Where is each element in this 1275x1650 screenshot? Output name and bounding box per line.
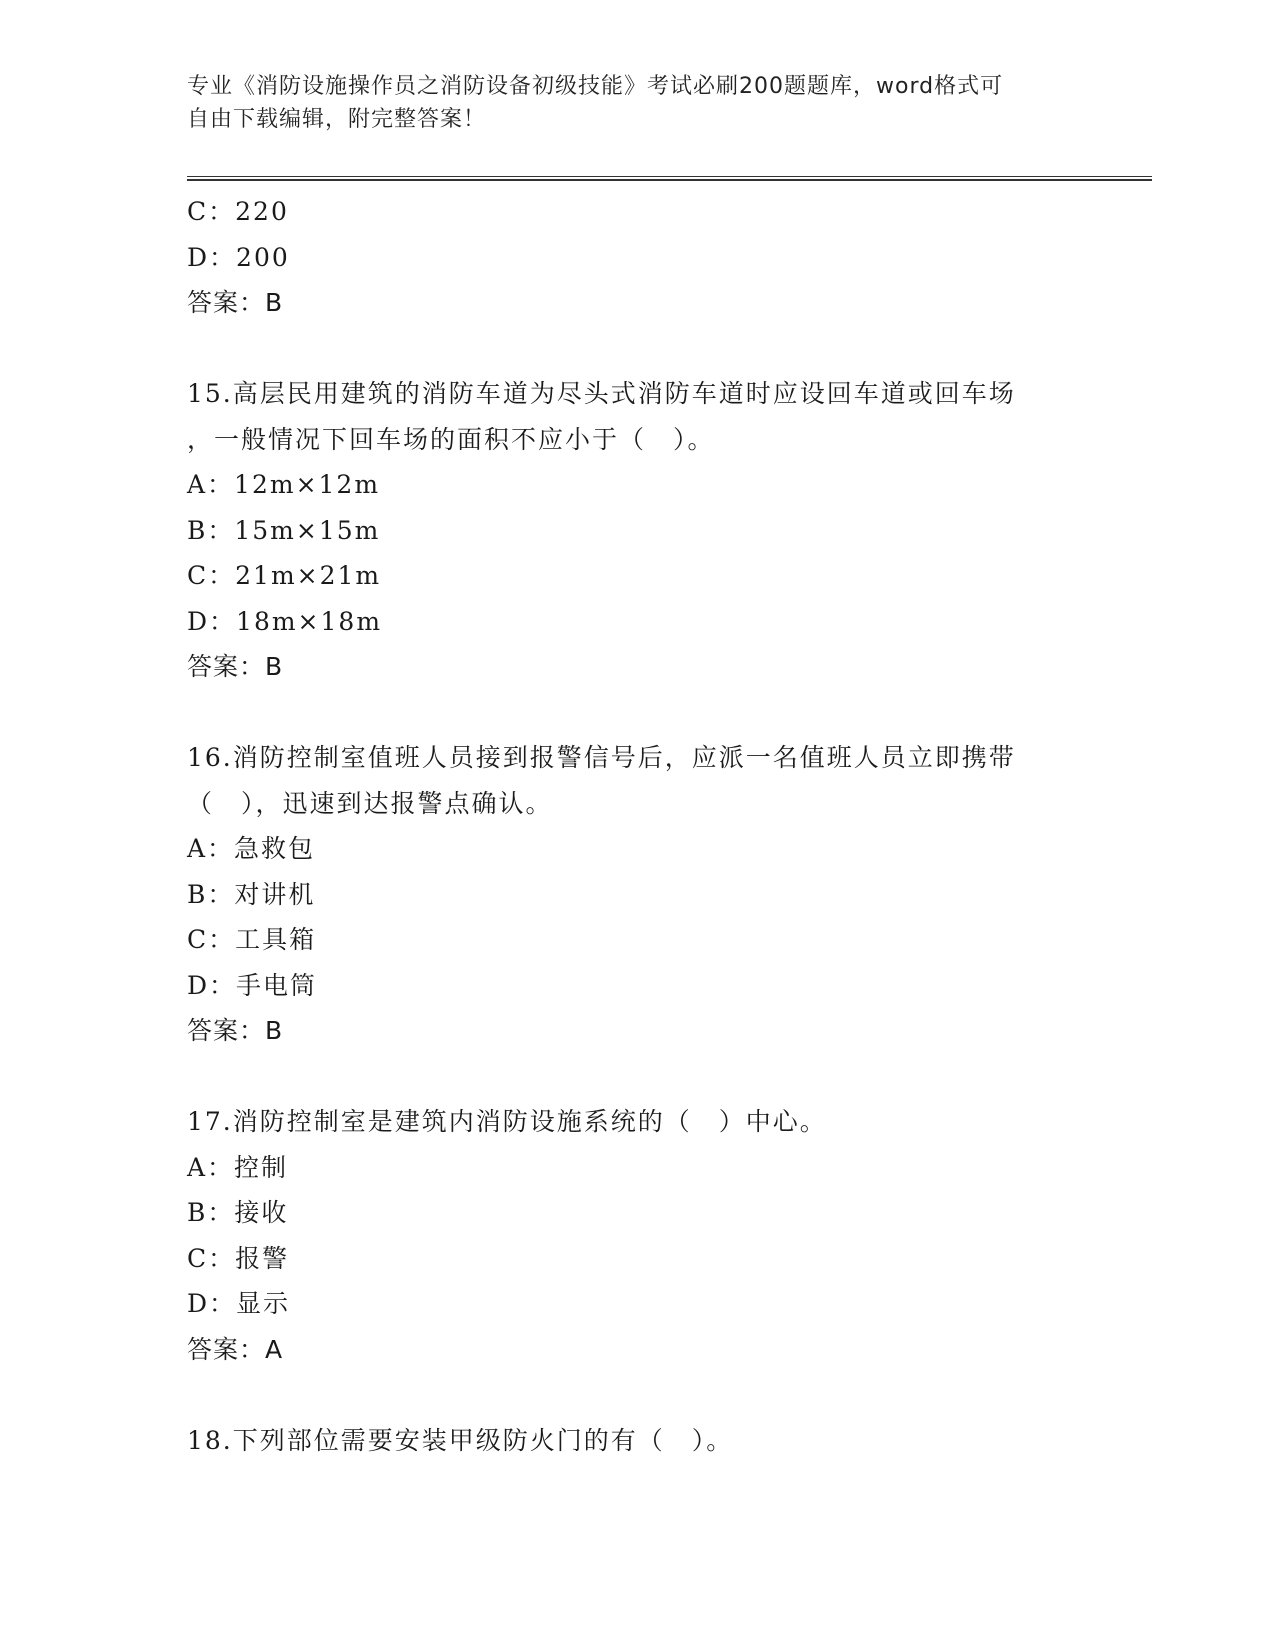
option-a: A：控制 <box>187 1152 289 1182</box>
question-stem-cont: ，一般情况下回车场的面积不应小于（ ）。 <box>187 424 715 454</box>
option-c: C：21m×21m <box>187 561 382 590</box>
header-line-2: 自由下载编辑，附完整答案！ <box>187 107 487 132</box>
document-header <box>187 70 1067 136</box>
option-d: D：手电筒 <box>187 970 318 1000</box>
question-stem-cont: （ ），迅速到达报警点确认。 <box>187 788 553 818</box>
answer-line: 答案：B <box>187 1016 284 1045</box>
answer-line: 答案：B <box>187 288 284 317</box>
question-stem: 16.消防控制室值班人员接到报警信号后，应派一名值班人员立即携带 <box>187 743 1016 772</box>
question-18 <box>187 1418 1087 1464</box>
question-16 <box>187 735 1087 1054</box>
answer-line: 答案：A <box>187 1334 284 1364</box>
option-c: C：报警 <box>187 1243 290 1273</box>
option-b: B：对讲机 <box>187 879 316 909</box>
question-stem: 15.高层民用建筑的消防车道为尽头式消防车道时应设回车道或回车场 <box>187 379 1016 408</box>
question-stem: 18.下列部位需要安装甲级防火门的有（ ）。 <box>187 1425 734 1455</box>
question-17 <box>187 1099 1087 1372</box>
option-d: D：200 <box>187 242 290 272</box>
option-c: C：220 <box>187 197 289 226</box>
header-line-1: 专业《消防设施操作员之消防设备初级技能》考试必刷200题题库，word格式可 <box>187 74 1004 99</box>
header-divider <box>187 176 1152 181</box>
question-list <box>187 189 1087 1463</box>
option-a: A：12m×12m <box>187 470 381 499</box>
answer-line: 答案：B <box>187 652 284 681</box>
spacer <box>187 1054 1087 1100</box>
question-15 <box>187 371 1087 690</box>
question-stem: 17.消防控制室是建筑内消防设施系统的（ ）中心。 <box>187 1107 827 1136</box>
option-a: A：急救包 <box>187 834 316 863</box>
option-b: B：接收 <box>187 1198 289 1227</box>
spacer <box>187 326 1087 372</box>
option-d: D：18m×18m <box>187 606 383 636</box>
carryover-block <box>187 189 1087 326</box>
option-b: B：15m×15m <box>187 515 381 545</box>
option-c: C：工具箱 <box>187 925 317 954</box>
spacer <box>187 690 1087 736</box>
spacer <box>187 1372 1087 1418</box>
option-d: D：显示 <box>187 1289 291 1318</box>
